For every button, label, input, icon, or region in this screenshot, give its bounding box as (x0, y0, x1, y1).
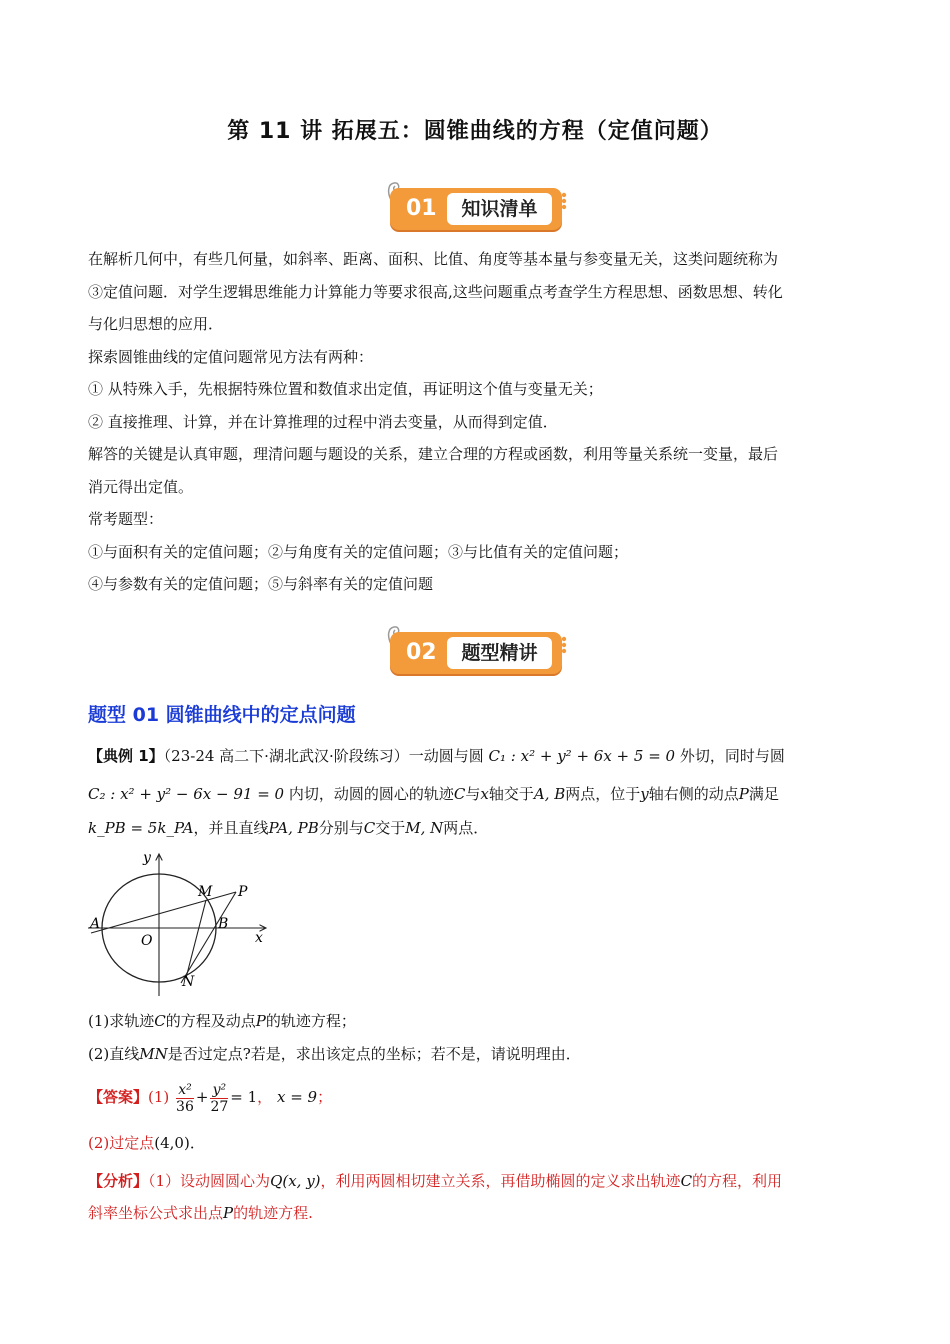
example-text: ，并且直线 (193, 819, 269, 837)
example-text: 一动圆与圆 (408, 747, 484, 765)
symbol-c: C (154, 1012, 166, 1030)
analysis-text: （1）设动圆圆心为 (148, 1172, 271, 1190)
answer-tag: 【答案】 (88, 1088, 149, 1106)
badge-label: 知识清单 (447, 193, 552, 225)
symbol-c: C (453, 785, 466, 803)
fraction-numerator: y² (210, 1082, 228, 1099)
ellipse-figure (86, 848, 276, 1000)
example-line-1 (88, 746, 878, 766)
slope-equation: k_PB = 5k_PA (88, 819, 194, 837)
label-y: y (143, 850, 151, 866)
answer-line-1 (88, 1078, 332, 1116)
section-badge-knowledge (385, 180, 567, 234)
page-title: 第 11 讲 拓展五：圆锥曲线的方程（定值问题） (227, 119, 723, 144)
example-text: 分别与 (318, 819, 364, 837)
analysis-block (88, 1165, 868, 1229)
knowledge-line: 消元得出定值。 (88, 477, 194, 496)
symbol-c: C (680, 1172, 693, 1190)
analysis-text: 的方程，利用 (692, 1172, 783, 1190)
fixed-point: (4,0) (154, 1134, 190, 1152)
example-source: （23-24 高二下·湖北武汉·阶段练习） (163, 747, 409, 765)
line-equation: x = 9 (276, 1088, 318, 1106)
knowledge-line: 常考题型： (88, 510, 164, 528)
fraction-denominator: 27 (210, 1098, 229, 1115)
fraction-y (210, 1082, 228, 1115)
question-text: 的轨迹方程； (265, 1012, 356, 1030)
line-mn (186, 900, 206, 978)
plus-sign: + (195, 1088, 209, 1106)
label-o: O (141, 933, 153, 949)
method-2: ② 直接推理、计算，并在计算推理的过程中消去变量，从而得到定值． (88, 412, 558, 431)
example-text: 两点，位于 (565, 785, 641, 803)
dots-icon (559, 191, 569, 211)
question-text: (1)求轨迹 (88, 1012, 155, 1030)
types-line-2: ④与参数有关的定值问题；⑤与斜率有关的定值问题 (88, 575, 434, 593)
separator: ； (317, 1088, 333, 1106)
symbol-q: Q(x, y) (270, 1172, 321, 1190)
label-b: B (218, 916, 229, 932)
badge-number: 01 (406, 196, 437, 221)
example-text: 轴交于 (488, 785, 534, 803)
method-1: ① 从特殊入手，先根据特殊位置和数值求出定值，再证明这个值与变量无关； (88, 380, 603, 398)
label-a: A (90, 916, 101, 932)
label-m: M (198, 884, 213, 900)
fraction-denominator: 36 (176, 1098, 194, 1115)
knowledge-line: 解答的关键是认真审题，理清问题与题设的关系，建立合理的方程或函数，利用等量关系统一变量，最后 (88, 445, 779, 463)
example-line-2 (88, 784, 878, 804)
types-line-1: ①与面积有关的定值问题；②与角度有关的定值问题；③与比值有关的定值问题； (88, 542, 629, 561)
example-text: 内切，动圆的圆心的轨迹 (288, 785, 454, 803)
analysis-text: ，利用两圆相切建立关系，再借助椭圆的定义求出轨迹 (320, 1172, 681, 1190)
symbol-p: P (255, 1012, 266, 1030)
symbol-lines: PA, PB (268, 819, 319, 837)
question-text: (2)直线 (88, 1045, 140, 1063)
question-1 (88, 1010, 356, 1031)
period: ． (189, 1134, 205, 1152)
knowledge-line: ③定值问题．对学生逻辑思维能力计算能力等要求很高,这些问题重点考查学生方程思想、函数思想、转化 (88, 282, 783, 301)
answer-part: (2)过定点 (88, 1134, 155, 1152)
knowledge-line: 在解析几何中，有些几何量，如斜率、距离、面积、比值、角度等基本量与参变量无关，这类问题统称为 (88, 250, 779, 268)
knowledge-line: 与化归思想的应用． (88, 315, 224, 333)
knowledge-block (88, 243, 868, 601)
fraction-x (176, 1082, 194, 1115)
knowledge-line: 探索圆锥曲线的定值问题常见方法有两种： (88, 347, 374, 366)
example-text: 交于 (375, 819, 406, 837)
equation-c1: C₁ : x² + y² + 6x + 5 = 0 (488, 747, 676, 765)
analysis-text: 的轨迹方程. (233, 1204, 313, 1222)
example-text: 轴右侧的动点 (648, 785, 739, 803)
section-title: 题型 01 圆锥曲线中的定点问题 (88, 704, 356, 726)
separator: ， (257, 1088, 273, 1106)
question-text: 的方程及动点 (165, 1012, 256, 1030)
section-badge-practice (385, 624, 567, 678)
symbol-mn: M, N (405, 819, 444, 837)
badge-label: 题型精讲 (447, 637, 552, 669)
symbol-mn: MN (139, 1045, 168, 1063)
equation-c2: C₂ : x² + y² − 6x − 91 = 0 (88, 785, 285, 803)
equals-one: = 1 (230, 1088, 258, 1106)
analysis-tag: 【分析】 (88, 1172, 149, 1190)
example-tag: 【典例 1】 (88, 747, 164, 765)
example-text: 与 (465, 785, 481, 803)
question-text: 是否过定点?若是，求出该定点的坐标；若不是，请说明理由． (167, 1045, 581, 1063)
question-2 (88, 1043, 581, 1064)
symbol-p: P (223, 1204, 234, 1222)
label-x: x (255, 930, 263, 946)
badge-number: 02 (406, 640, 437, 665)
symbol-c: C (363, 819, 376, 837)
example-text: 外切，同时与圆 (679, 747, 785, 765)
label-n: N (182, 974, 195, 990)
example-line-3 (88, 818, 878, 838)
analysis-line-1 (88, 1165, 868, 1197)
analysis-text: 斜率坐标公式求出点 (88, 1204, 224, 1222)
example-text: 满足 (748, 785, 779, 803)
symbol-y: y (640, 785, 649, 803)
answer-part: (1) (148, 1088, 170, 1106)
analysis-line-2 (88, 1197, 868, 1229)
label-p: P (238, 884, 248, 900)
symbol-ab: A, B (533, 785, 566, 803)
symbol-x: x (480, 785, 489, 803)
answer-line-2 (88, 1132, 205, 1153)
dots-icon (559, 635, 569, 655)
symbol-p: P (738, 785, 749, 803)
example-text: 两点． (443, 819, 489, 837)
fraction-numerator: x² (176, 1082, 194, 1099)
